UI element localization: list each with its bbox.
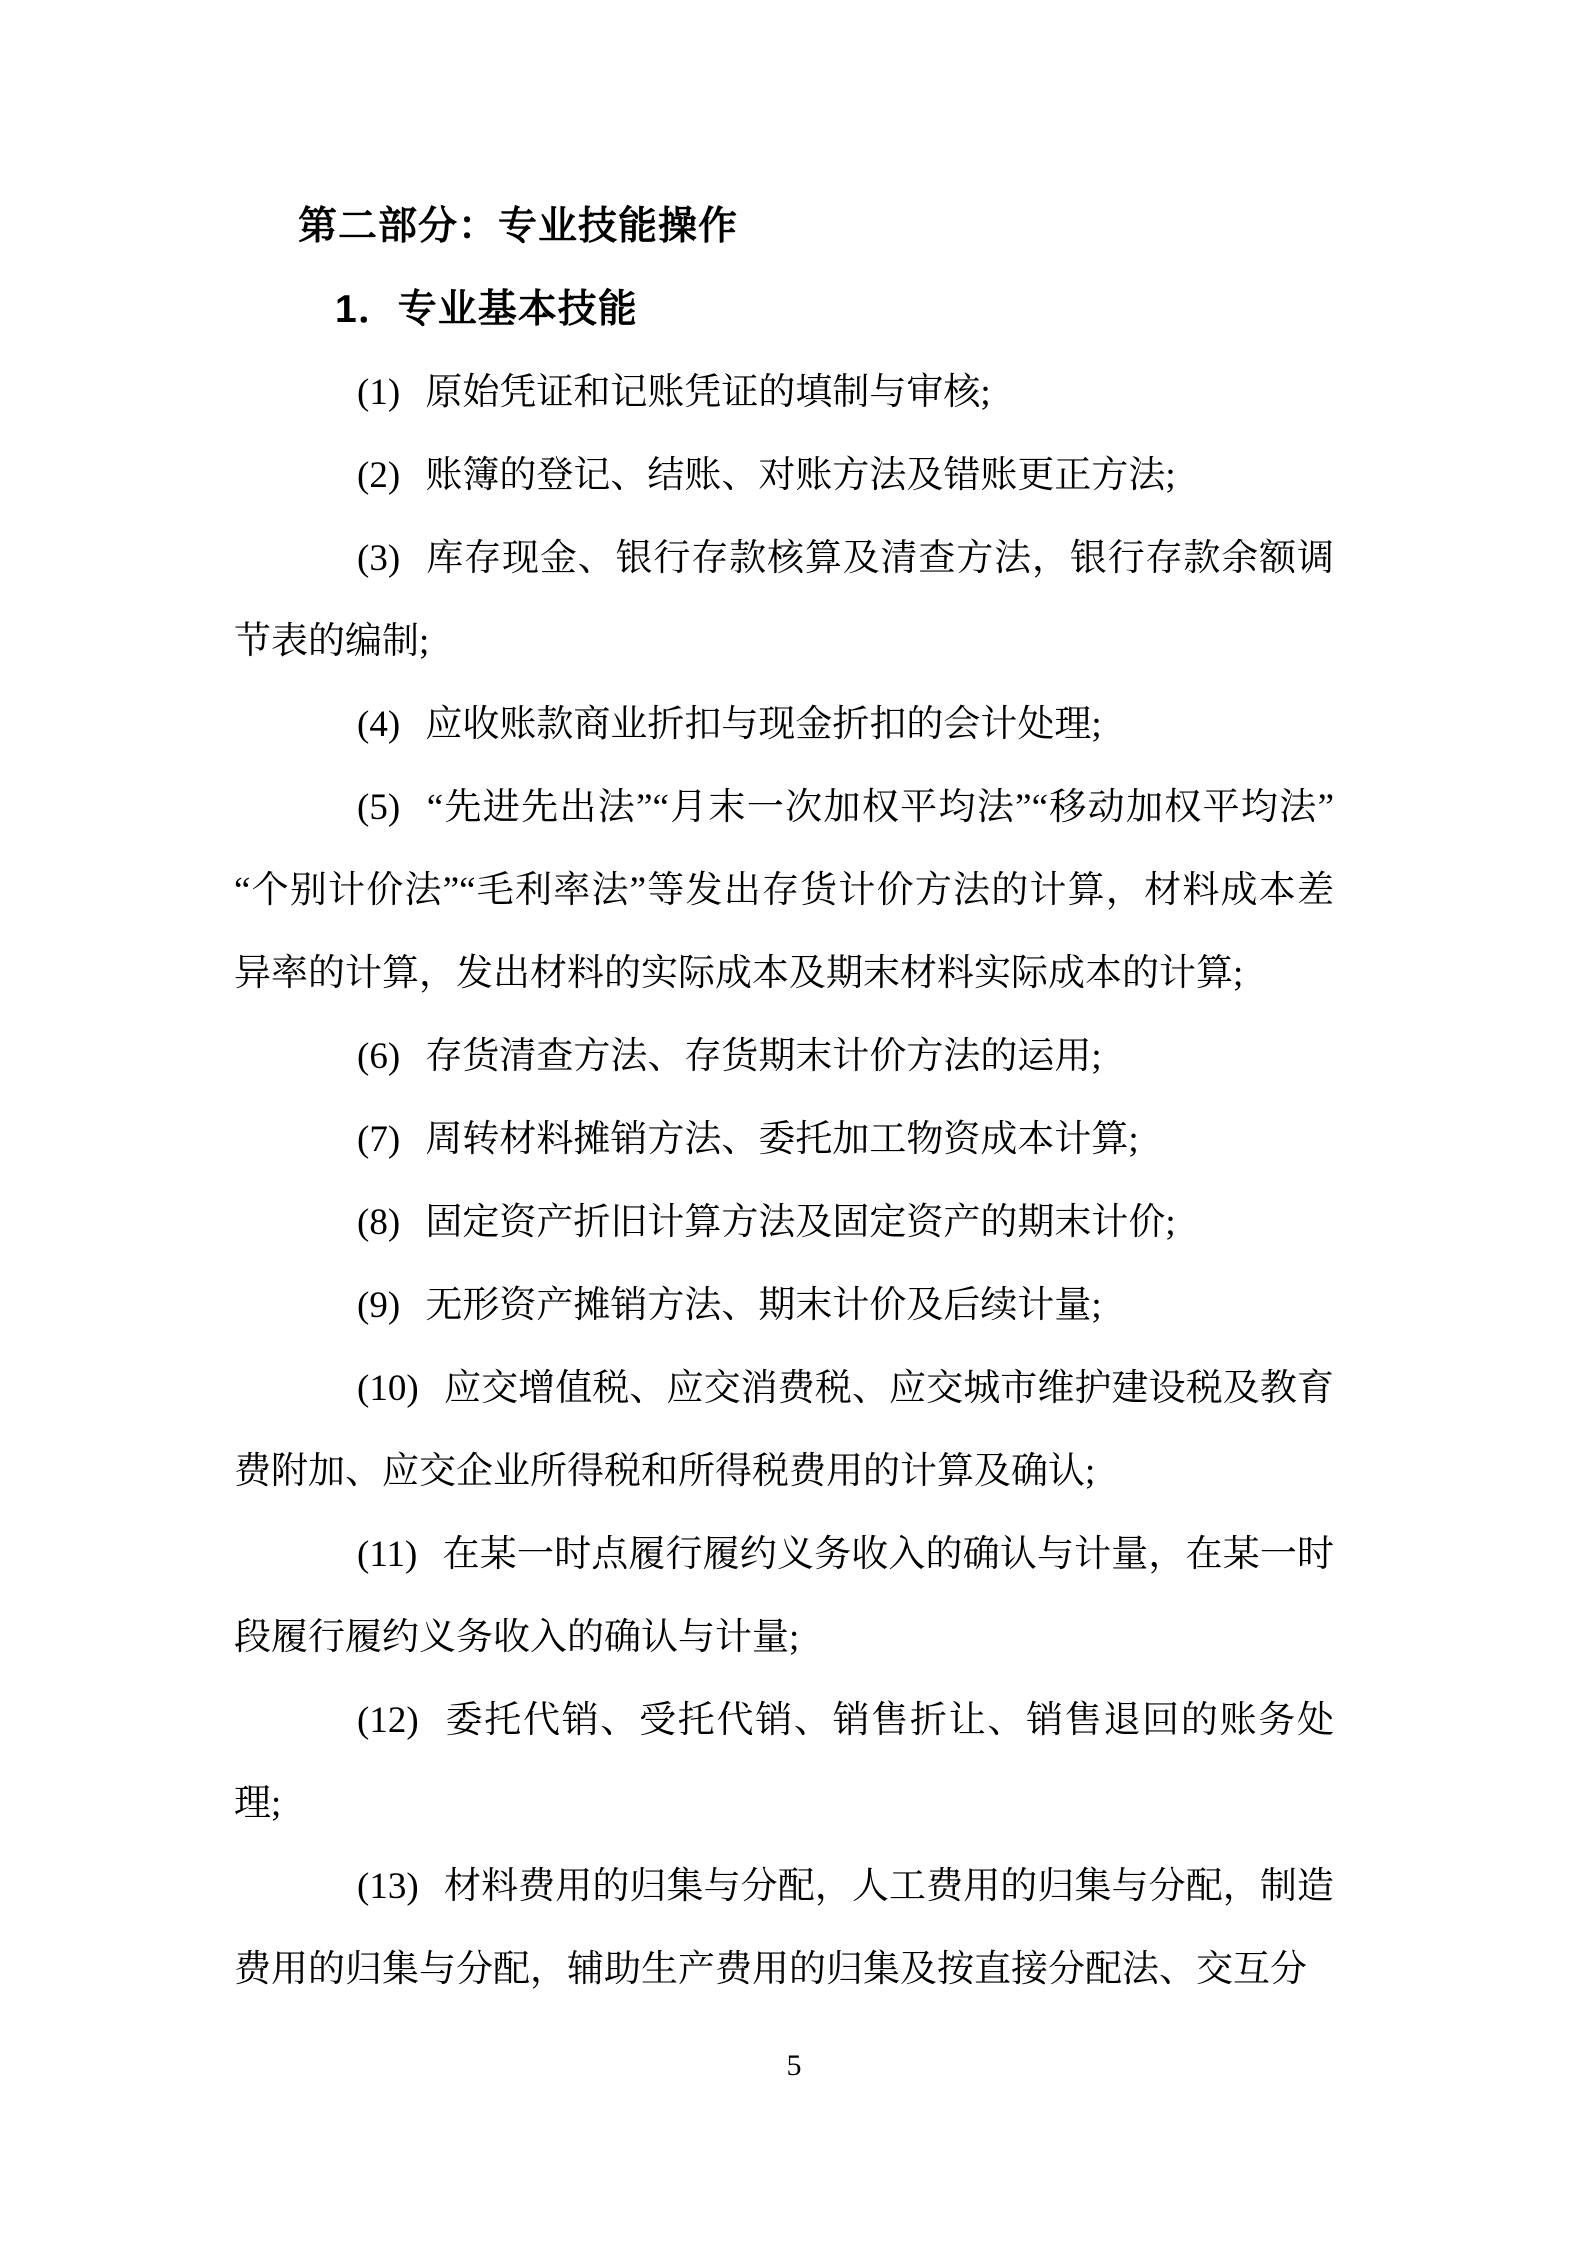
skill-item-4: (4) 应收账款商业折扣与现金折扣的会计处理; [357,704,1102,745]
skill-item-11: (11) 在某一时点履行履约义务收入的确认与计量，在某一时段履行履约义务收入的确认与计量; [234,1534,1334,1658]
skill-item-8: (8) 固定资产折旧计算方法及固定资产的期末计价; [357,1202,1176,1243]
subsection-heading: 1．专业基本技能 [335,288,638,331]
skill-item-10: (10) 应交增值税、应交消费税、应交城市维护建设税及教育费附加、应交企业所得税和所得税费用的计算及确认; [234,1368,1334,1492]
section-title: 第二部分：专业技能操作 [298,205,739,248]
skill-item-13: (13) 材料费用的归集与分配，人工费用的归集与分配，制造费用的归集与分配，辅助生产费用的归集及按直接分配法、交互分 [234,1866,1334,1990]
skill-item-9: (9) 无形资产摊销方法、期末计价及后续计量; [357,1285,1102,1326]
skill-item-2: (2) 账簿的登记、结账、对账方法及错账更正方法; [357,455,1176,496]
skill-item-3: (3) 库存现金、银行存款核算及清查方法，银行存款余额调节表的编制; [234,538,1334,662]
skill-item-5: (5) “先进先出法”“月末一次加权平均法”“移动加权平均法”“个别计价法”“毛利率法”等发出存货计价方法的计算，材料成本差异率的计算，发出材料的实际成本及期末材料实际成本的计算; [234,787,1334,994]
page-number: 5 [786,2049,802,2082]
skill-item-7: (7) 周转材料摊销方法、委托加工物资成本计算; [357,1119,1139,1160]
skill-item-6: (6) 存货清查方法、存货期末计价方法的运用; [357,1036,1102,1077]
page-content [234,185,1334,2011]
skill-item-1: (1) 原始凭证和记账凭证的填制与审核; [357,372,991,413]
skill-item-12: (12) 委托代销、受托代销、销售折让、销售退回的账务处理; [234,1700,1334,1824]
